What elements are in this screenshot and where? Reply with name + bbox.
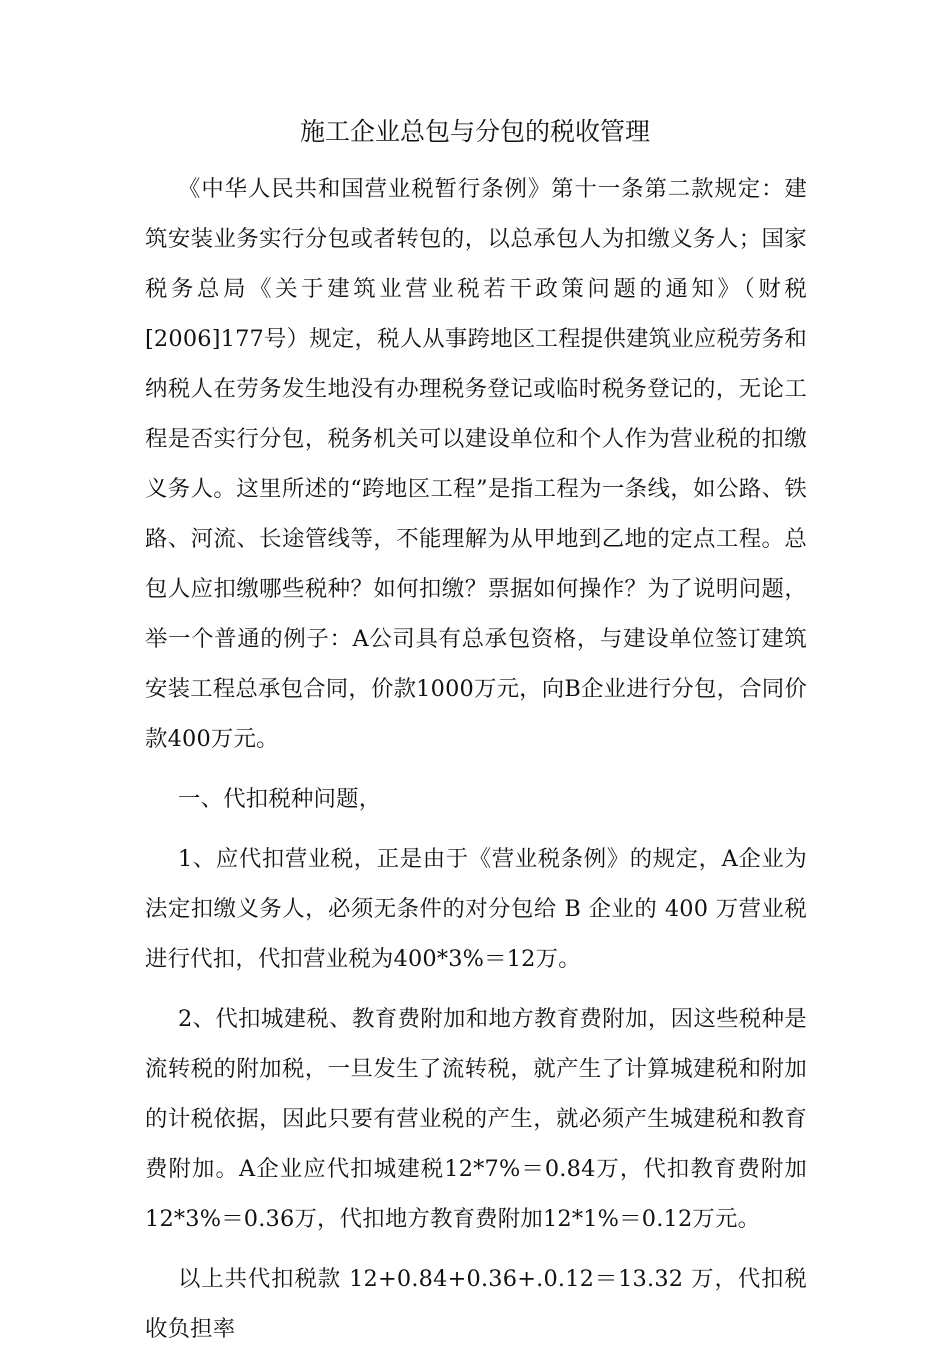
paragraph-section-heading: 一、代扣税种问题，	[178, 786, 382, 812]
paragraph-business-tax: 1、应代扣营业税，正是由于《营业税条例》的规定，A企业为法定扣缴义务人，必须无条件的对分包给 B 企业的 400 万营业税进行代扣，代扣营业税为400*3%＝12万。	[145, 846, 807, 972]
document-body	[145, 164, 807, 1364]
paragraph-total-withholding: 以上共代扣税款 12+0.84+0.36+.0.12＝13.32 万，代扣税收负担率	[145, 1266, 807, 1342]
paragraph-surcharges: 2、代扣城建税、教育费附加和地方教育费附加，因这些税种是流转税的附加税，一旦发生了流转税，就产生了计算城建税和附加的计税依据，因此只要有营业税的产生，就必须产生城建税和教育费附加。A企业应代扣城建税12*7%＝0.84万，代扣教育费附加12*3%＝0.36万，代扣地方教育费附加12*1%＝0.12万元。	[145, 1006, 807, 1232]
document-title: 施工企业总包与分包的税收管理	[299, 117, 650, 146]
paragraph-legal-basis: 《中华人民共和国营业税暂行条例》第十一条第二款规定：建筑安装业务实行分包或者转包的，以总承包人为扣缴义务人；国家税务总局《关于建筑业营业税若干政策问题的通知》（财税[2006]177号）规定，税人从事跨地区工程提供建筑业应税劳务和纳税人在劳务发生地没有办理税务登记或临时税务登记的，无论工程是否实行分包，税务机关可以建设单位和个人作为营业税的扣缴义务人。这里所述的“跨地区工程”是指工程为一条线，如公路、铁路、河流、长途管线等，不能理解为从甲地到乙地的定点工程。总包人应扣缴哪些税种？如何扣缴？票据如何操作？为了说明问题，举一个普通的例子：A公司具有总承包资格，与建设单位签订建筑安装工程总承包合同，价款1000万元，向B企业进行分包，合同价款400万元。	[145, 176, 807, 752]
